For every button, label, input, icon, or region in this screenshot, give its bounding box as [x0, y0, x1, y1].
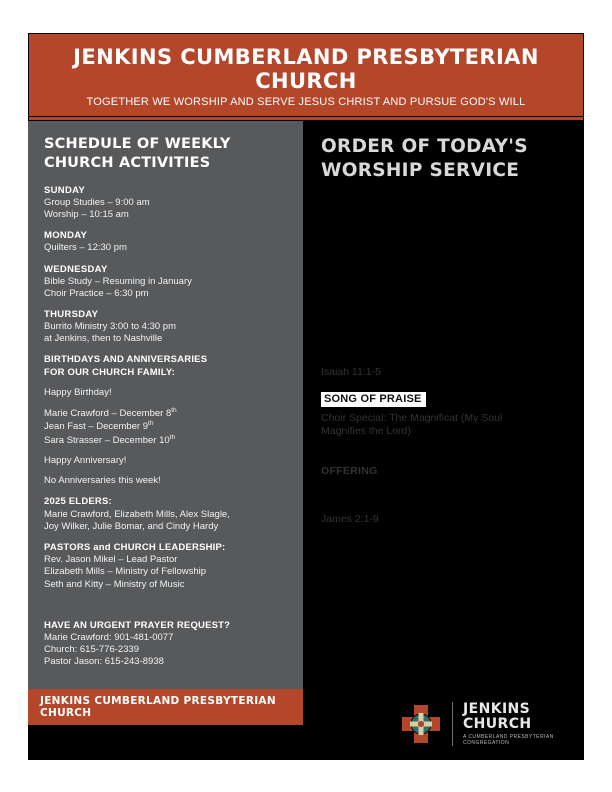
order-title: [321, 135, 574, 183]
elders-heading: 2025 ELDERS:: [44, 496, 112, 508]
leadership-line: Elizabeth Mills – Ministry of Fellowship: [44, 566, 207, 578]
church-tagline: TOGETHER WE WORSHIP AND SERVE JESUS CHRIST AND PURSUE GOD'S WILL: [86, 96, 526, 108]
day-event: Choir Practice – 6:30 pm: [44, 287, 149, 299]
order-title-line2: WORSHIP SERVICE: [321, 160, 520, 182]
leadership-line: Seth and Kitty – Ministry of Music: [44, 578, 185, 590]
spacer: [321, 380, 574, 389]
page-header: [28, 33, 584, 121]
leadership-heading: PASTORS and CHURCH LEADERSHIP:: [44, 541, 226, 553]
day-event: Worship – 10:15 am: [44, 209, 129, 221]
day-event: at Jenkins, then to Nashville: [44, 333, 163, 345]
order-title-line1: ORDER OF TODAY'S: [321, 136, 528, 157]
spacer: [44, 447, 287, 455]
day-label: MONDAY: [44, 230, 88, 242]
day-event: Burrito Ministry 3:00 to 4:30 pm: [44, 320, 176, 332]
header-divider: [29, 116, 583, 117]
day-event: Bible Study – Resuming in January: [44, 275, 192, 287]
church-name: JENKINS CUMBERLAND PRESBYTERIAN CHURCH: [73, 45, 539, 93]
prayer-heading: HAVE AN URGENT PRAYER REQUEST?: [44, 619, 231, 631]
cross-emblem-icon: [400, 703, 442, 745]
order-item-choir-special: Choir Special: The Magnificat (My Soul: [321, 411, 503, 424]
anniversary-label: Happy Anniversary!: [44, 454, 127, 466]
day-event: Group Studies – 9:00 am: [44, 197, 150, 209]
ordinal-suffix: th: [171, 407, 177, 415]
schedule-day-wednesday: [44, 264, 287, 300]
elders-line: Marie Crawford, Elizabeth Mills, Alex Slagle,: [44, 508, 230, 520]
birthday-entry: [44, 434, 287, 447]
logo-tagline: A CUMBERLAND PRESBYTERIAN CONGREGATION: [463, 734, 554, 747]
birthday-entry: [44, 407, 287, 420]
day-label: THURSDAY: [44, 308, 99, 320]
anniversary-note: No Anniversaries this week!: [44, 475, 161, 487]
birthday-name: Marie Crawford – December 8: [44, 408, 172, 420]
schedule-day-monday: [44, 230, 287, 254]
order-item-choir-special-cont: Magnifies the Lord): [321, 425, 411, 438]
schedule-column: [28, 121, 303, 689]
birthday-label: Happy Birthday!: [44, 386, 112, 398]
order-item-scripture: Isaiah 11:1-5: [321, 366, 381, 379]
birthday-entry: [44, 420, 287, 433]
leadership-section: [44, 542, 287, 591]
elders-line: Joy Wilker, Julie Bomar, and Cindy Hardy: [44, 520, 219, 532]
spacer: [321, 479, 574, 513]
order-item-scripture-2: James 2:1-9: [321, 512, 379, 525]
day-event: Quilters – 12:30 pm: [44, 242, 127, 254]
church-logo: [400, 700, 580, 748]
schedule-title-line2: CHURCH ACTIVITIES: [44, 154, 211, 171]
spacer: [44, 399, 287, 407]
spacer: [321, 183, 574, 366]
spacer: [44, 379, 287, 387]
spacer: [321, 439, 574, 465]
ordinal-suffix: th: [169, 433, 176, 441]
celebrations-heading-line2: FOR OUR CHURCH FAMILY:: [44, 366, 176, 378]
spacer: [44, 600, 287, 620]
worship-order-column: [318, 121, 584, 689]
footer-banner: JENKINS CUMBERLAND PRESBYTERIAN CHURCH: [28, 689, 303, 725]
logo-name: JENKINS CHURCH: [463, 700, 532, 732]
order-item-offering: OFFERING: [321, 465, 378, 478]
day-label: SUNDAY: [44, 185, 86, 197]
schedule-title-line1: SCHEDULE OF WEEKLY: [44, 136, 231, 152]
prayer-request-section: [44, 620, 287, 669]
schedule-day-thursday: [44, 309, 287, 345]
leadership-line: Rev. Jason Mikel – Lead Pastor: [44, 554, 178, 566]
order-item-song-of-praise: SONG OF PRAISE: [321, 392, 426, 407]
day-label: WEDNESDAY: [44, 263, 108, 275]
birthday-name: Jean Fast – December 9: [44, 421, 149, 433]
prayer-contact: Church: 615-776-2339: [44, 644, 140, 656]
celebrations-heading-line1: BIRTHDAYS AND ANNIVERSARIES: [44, 354, 208, 366]
prayer-contact: Pastor Jason: 615-243-8938: [44, 656, 164, 668]
birthday-name: Sara Strasser – December 10: [44, 434, 170, 446]
logo-wordmark: [452, 702, 580, 747]
prayer-contact: Marie Crawford: 901-481-0077: [44, 632, 174, 644]
schedule-day-sunday: [44, 185, 287, 221]
celebrations-section: [44, 354, 287, 487]
ordinal-suffix: th: [148, 420, 154, 428]
elders-section: [44, 496, 287, 533]
schedule-title: [44, 135, 287, 172]
spacer: [44, 467, 287, 475]
order-item-song-of-praise-wrap: [321, 389, 574, 407]
